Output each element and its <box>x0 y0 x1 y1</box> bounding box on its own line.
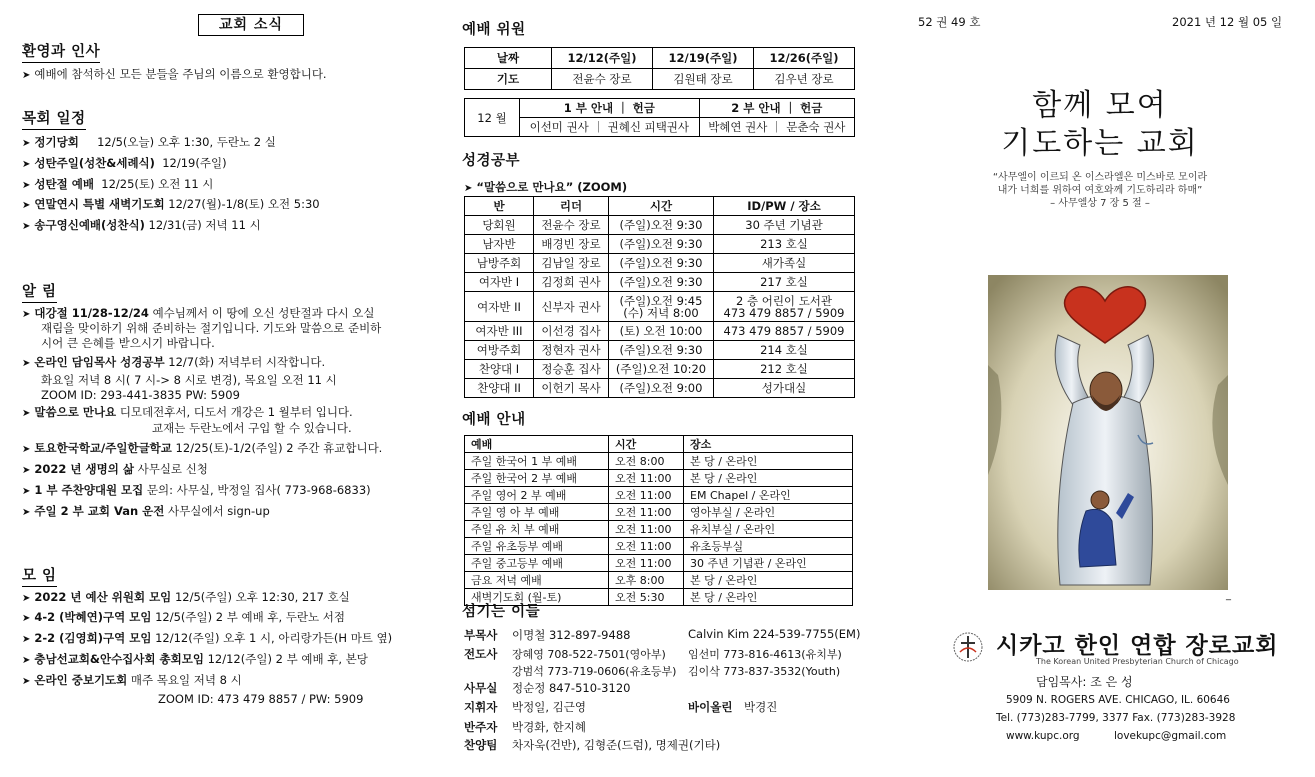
church-address: 5909 N. ROGERS AVE. CHICAGO, IL. 60646 <box>1006 694 1230 706</box>
senior-pastor: 담임목사: 조 은 성 <box>1036 675 1133 689</box>
notice-online: ➤ 온라인 담임목사 성경공부 12/7(화) 저녁부터 시작합니다. <box>22 355 326 369</box>
service-guide-title: 예배 안내 <box>462 412 526 428</box>
dash-mark: _ <box>1226 590 1231 601</box>
table-cell: 오후 8:00 <box>609 572 684 589</box>
table-cell: 오전 8:00 <box>609 453 684 470</box>
staff-text: 차자욱(건반), 김형준(드럼), 명제권(기타) <box>512 738 721 752</box>
table-cell: 여자반 III <box>465 322 534 341</box>
table-cell: 주일 영 아 부 예배 <box>465 504 609 521</box>
table-cell: 12/19(주일) <box>653 48 754 69</box>
meetings-title: 모 임 <box>22 564 57 587</box>
meeting-item: ➤ 2022 년 예산 위원회 모임 12/5(주일) 오후 12:30, 217 호실 <box>22 590 350 604</box>
bible-table <box>464 196 855 398</box>
arrow-icon: ➤ <box>22 613 31 624</box>
news-title: 교회 소식 <box>198 14 304 36</box>
figure-head <box>1091 491 1109 509</box>
table-row <box>465 504 853 521</box>
table-cell: 2 부 안내 ｜ 헌금 <box>699 99 854 118</box>
table-cell: 김우년 장로 <box>754 69 855 90</box>
table-header: ID/PW / 장소 <box>714 197 855 216</box>
table-cell: 영아부실 / 온라인 <box>684 504 853 521</box>
church-name: 시카고 한인 연합 장로교회 <box>996 633 1279 659</box>
table-cell: 30 주년 기념관 / 온라인 <box>684 555 853 572</box>
service-table <box>464 435 853 606</box>
notice-word: ➤ 말씀으로 만나요 디모데전후서, 디도서 개강은 1 월부터 입니다. <box>22 405 353 419</box>
usher-table <box>464 98 855 137</box>
meeting-zoom: ZOOM ID: 473 479 8857 / PW: 5909 <box>158 692 364 706</box>
staff-title: 섬기는 이들 <box>462 604 541 620</box>
table-cell: 1 부 안내 ｜ 헌금 <box>520 99 700 118</box>
table-cell: 금요 저녁 예배 <box>465 572 609 589</box>
table-cell: 오전 5:30 <box>609 589 684 606</box>
table-cell: 주일 한국어 2 부 예배 <box>465 470 609 487</box>
table-cell: 기도 <box>465 69 552 90</box>
table-cell: 주일 한국어 1 부 예배 <box>465 453 609 470</box>
table-cell: 정승훈 집사 <box>534 360 609 379</box>
table-cell: 성가대실 <box>714 379 855 398</box>
church-name-english: The Korean United Presbyterian Church of Chicago <box>1036 657 1239 666</box>
staff-label: 바이올린 <box>688 700 733 714</box>
table-cell: 오전 11:00 <box>609 521 684 538</box>
table-cell: 214 호실 <box>714 341 855 360</box>
table-header: 예배 <box>465 436 609 453</box>
staff-text: 임선미 773-816-4613(유치부) <box>688 648 842 661</box>
table-cell: 정현자 권사 <box>534 341 609 360</box>
arrow-icon: ➤ <box>22 655 31 666</box>
pastoral-title: 목회 일정 <box>22 107 86 130</box>
table-cell: (주일)오전 9:30 <box>609 341 714 360</box>
staff-text: 강범석 773-719-0606(유초등부) <box>512 665 677 678</box>
table-cell: EM Chapel / 온라인 <box>684 487 853 504</box>
volume-number: 52 권 49 호 <box>918 15 981 29</box>
table-cell: 신부자 권사 <box>534 292 609 322</box>
table-cell: 12 월 <box>465 99 520 137</box>
meeting-item: ➤ 4-2 (박혜연)구역 모임 12/5(주일) 2 부 예배 후, 두란노 서점 <box>22 610 346 624</box>
table-cell: 주일 중고등부 예배 <box>465 555 609 572</box>
prayer-table <box>464 47 855 90</box>
arrow-icon: ➤ <box>464 183 473 194</box>
table-row <box>465 379 855 398</box>
table-cell: 본 당 / 온라인 <box>684 589 853 606</box>
table-cell: 날짜 <box>465 48 552 69</box>
notice-advent: ➤ 대강절 11/28-12/24 예수님께서 이 땅에 오신 성탄절과 다시 오실 <box>22 306 375 320</box>
notices-title: 알 림 <box>22 280 57 303</box>
table-cell: (주일)오전 9:30 <box>609 216 714 235</box>
table-cell: 당회원 <box>465 216 534 235</box>
table-cell: 본 당 / 온라인 <box>684 572 853 589</box>
notice-online-cont: 화요일 저녁 8 시( 7 시-> 8 시로 변경), 목요일 오전 11 시 <box>41 373 337 387</box>
verse-line: “사무엘이 이르되 온 이스라엘은 미스바로 모이라 <box>992 172 1208 183</box>
table-cell: 이선미 권사 ｜ 권혜신 피택권사 <box>520 118 700 137</box>
issue-date: 2021 년 12 월 05 일 <box>1172 15 1283 29</box>
notice-van: ➤ 주일 2 부 교회 Van 운전 사무실에서 sign-up <box>22 504 270 518</box>
arrow-icon: ➤ <box>22 221 31 232</box>
table-cell: 본 당 / 온라인 <box>684 470 853 487</box>
table-cell: (주일)오전 9:30 <box>609 235 714 254</box>
notice-school: ➤ 토요한국학교/주일한글학교 12/25(토)-1/2(주일) 2 주간 휴교합니다. <box>22 441 383 455</box>
table-row <box>465 538 853 555</box>
arrow-icon: ➤ <box>22 408 31 419</box>
bulletin-title-line1: 함께 모여 <box>1032 88 1168 123</box>
table-row <box>465 322 855 341</box>
table-cell: 여자반 II <box>465 292 534 322</box>
table-header: 시간 <box>609 436 684 453</box>
arrow-icon: ➤ <box>22 676 31 687</box>
table-cell: 본 당 / 온라인 <box>684 453 853 470</box>
table-cell: 새벽기도회 (월-토) <box>465 589 609 606</box>
table-header: 리더 <box>534 197 609 216</box>
table-row <box>465 521 853 538</box>
table-cell: 유초등부실 <box>684 538 853 555</box>
table-cell <box>609 292 714 322</box>
bible-study-title: 성경공부 <box>462 153 521 169</box>
pastoral-item: ➤ 성탄절 예배 12/25(토) 오전 11 시 <box>22 177 214 191</box>
bulletin-title-line2: 기도하는 교회 <box>1001 126 1199 161</box>
table-cell: 217 호실 <box>714 273 855 292</box>
table-cell: 찬양대 II <box>465 379 534 398</box>
notice-choir: ➤ 1 부 주찬양대원 모집 문의: 사무실, 박정일 집사( 773-968-6833) <box>22 483 371 497</box>
table-cell: 12/26(주일) <box>754 48 855 69</box>
table-cell: 오전 11:00 <box>609 487 684 504</box>
notice-word-cont: 교재는 두란노에서 구입 할 수 있습니다. <box>152 421 352 435</box>
table-cell: (주일)오전 9:30 <box>609 273 714 292</box>
arrow-icon: ➤ <box>22 309 31 320</box>
arrow-icon: ➤ <box>22 358 31 369</box>
table-cell: 473 479 8857 / 5909 <box>714 322 855 341</box>
church-phone: Tel. (773)283-7799, 3377 Fax. (773)283-3928 <box>996 712 1236 724</box>
table-header: 반 <box>465 197 534 216</box>
staff-label: 반주자 <box>464 720 498 734</box>
staff-label: 지휘자 <box>464 700 498 714</box>
staff-text: 이명철 312-897-9488 <box>512 628 631 642</box>
table-row <box>465 555 853 572</box>
arrow-icon: ➤ <box>22 465 31 476</box>
table-cell: 김원태 장로 <box>653 69 754 90</box>
table-cell: (주일)오전 9:00 <box>609 379 714 398</box>
church-logo-icon <box>952 630 984 664</box>
table-cell: 오전 11:00 <box>609 538 684 555</box>
table-cell: 새가족실 <box>714 254 855 273</box>
table-cell: 김남일 장로 <box>534 254 609 273</box>
time-line: (주일)오전 9:45 <box>619 293 703 308</box>
staff-text: 장혜영 708-522-7501(영아부) <box>512 648 666 661</box>
table-cell: (주일)오전 9:30 <box>609 254 714 273</box>
staff-text: 박정일, 김근영 <box>512 700 586 714</box>
table-cell: 여자반 I <box>465 273 534 292</box>
worship-committee-title: 예배 위원 <box>462 22 526 38</box>
table-row <box>465 360 855 379</box>
notice-life: ➤ 2022 년 생명의 삶 사무실로 신청 <box>22 462 208 476</box>
website-link[interactable]: www.kupc.org <box>1006 730 1080 742</box>
table-header: 시간 <box>609 197 714 216</box>
meeting-item: ➤ 온라인 중보기도회 매주 목요일 저녁 8 시 <box>22 673 242 687</box>
welcome-title: 환영과 인사 <box>22 40 100 63</box>
email-link[interactable]: lovekupc@gmail.com <box>1114 730 1227 742</box>
arrow-icon: ➤ <box>22 593 31 604</box>
verse-line: 내가 너희를 위하여 여호와께 기도하리라 하매” <box>997 185 1203 196</box>
notice-advent-cont: 시어 큰 은혜를 받으시기 바랍니다. <box>41 336 215 350</box>
time-line: (수) 저녁 8:00 <box>623 305 699 320</box>
table-cell: 배경빈 장로 <box>534 235 609 254</box>
table-cell: 김정희 권사 <box>534 273 609 292</box>
table-cell: 남자반 <box>465 235 534 254</box>
staff-label: 사무실 <box>464 681 498 695</box>
table-row <box>465 235 855 254</box>
table-row <box>465 273 855 292</box>
table-cell: 213 호실 <box>714 235 855 254</box>
arrow-icon: ➤ <box>22 70 31 81</box>
table-row <box>465 216 855 235</box>
table-cell: 유치부실 / 온라인 <box>684 521 853 538</box>
table-row <box>465 470 853 487</box>
table-cell: 주일 유 치 부 예배 <box>465 521 609 538</box>
table-cell: 212 호실 <box>714 360 855 379</box>
arrow-icon: ➤ <box>22 486 31 497</box>
place-line: 2 층 어린이 도서관 <box>735 293 833 308</box>
pastoral-item: ➤ 송구영신예배(성찬식) 12/31(금) 저녁 11 시 <box>22 218 261 232</box>
table-cell: 전윤수 장로 <box>552 69 653 90</box>
table-cell: 주일 영어 2 부 예배 <box>465 487 609 504</box>
arrow-icon: ➤ <box>22 159 31 170</box>
table-cell: 남방주회 <box>465 254 534 273</box>
table-row <box>465 254 855 273</box>
staff-text: 박경화, 한지혜 <box>512 720 586 734</box>
table-cell: 30 주년 기념관 <box>714 216 855 235</box>
table-cell: 여방주회 <box>465 341 534 360</box>
arrow-icon: ➤ <box>22 507 31 518</box>
table-cell: 주일 유초등부 예배 <box>465 538 609 555</box>
table-cell: 찬양대 I <box>465 360 534 379</box>
table-cell: 오전 11:00 <box>609 555 684 572</box>
staff-text: 박경진 <box>744 700 778 714</box>
table-row <box>465 453 853 470</box>
staff-label: 부목사 <box>464 628 498 642</box>
table-cell: 전윤수 장로 <box>534 216 609 235</box>
table-cell: 오전 11:00 <box>609 504 684 521</box>
table-cell: 오전 11:00 <box>609 470 684 487</box>
staff-label: 찬양팀 <box>464 738 498 752</box>
prayer-illustration <box>988 275 1228 590</box>
table-header: 장소 <box>684 436 853 453</box>
pastoral-item: ➤ 성탄주일(성찬&세례식) 12/19(주일) <box>22 156 227 170</box>
verse-reference: – 사무엘상 7 장 5 절 – <box>1050 198 1150 209</box>
table-row <box>465 292 855 322</box>
staff-text: 김이삭 773-837-3532(Youth) <box>688 665 841 678</box>
head-shape <box>1090 372 1122 408</box>
kneeling-figure <box>1079 509 1116 567</box>
arrow-icon: ➤ <box>22 634 31 645</box>
arrow-icon: ➤ <box>22 200 31 211</box>
staff-text: Calvin Kim 224-539-7755(EM) <box>688 627 861 641</box>
staff-text: 정순정 847-510-3120 <box>512 681 631 695</box>
table-cell: 이헌기 목사 <box>534 379 609 398</box>
table-row <box>465 487 853 504</box>
table-cell: 이선경 집사 <box>534 322 609 341</box>
arrow-icon: ➤ <box>22 138 31 149</box>
notice-advent-cont: 재림을 맞이하기 위해 준비하는 절기입니다. 기도와 말씀으로 준비하 <box>41 321 382 335</box>
table-row <box>465 572 853 589</box>
welcome-text: ➤ 예배에 참석하신 모든 분들을 주님의 이름으로 환영합니다. <box>22 67 327 81</box>
table-cell: 박혜연 권사 ｜ 문춘숙 권사 <box>699 118 854 137</box>
staff-label: 전도사 <box>464 647 498 661</box>
place-line: 473 479 8857 / 5909 <box>723 305 845 320</box>
table-cell: 12/12(주일) <box>552 48 653 69</box>
meeting-item: ➤ 충남선교회&안수집사회 총회모임 12/12(주일) 2 부 예배 후, 본당 <box>22 652 368 666</box>
table-cell <box>714 292 855 322</box>
arrow-icon: ➤ <box>22 180 31 191</box>
bible-sub: ➤ “말씀으로 만나요” (ZOOM) <box>464 180 628 194</box>
meeting-item: ➤ 2-2 (김영희)구역 모임 12/12(주일) 오후 1 시, 아리랑가든(H 마트 옆) <box>22 631 393 645</box>
pastoral-item: ➤ 연말연시 특별 새벽기도회 12/27(월)-1/8(토) 오전 5:30 <box>22 197 320 211</box>
table-row <box>465 341 855 360</box>
notice-online-zoom: ZOOM ID: 293-441-3835 PW: 5909 <box>41 388 240 402</box>
table-cell: (토) 오전 10:00 <box>609 322 714 341</box>
arrow-icon: ➤ <box>22 444 31 455</box>
table-cell: (주일)오전 10:20 <box>609 360 714 379</box>
pastoral-item: ➤ 정기당회 12/5(오늘) 오후 1:30, 두란노 2 실 <box>22 135 276 149</box>
